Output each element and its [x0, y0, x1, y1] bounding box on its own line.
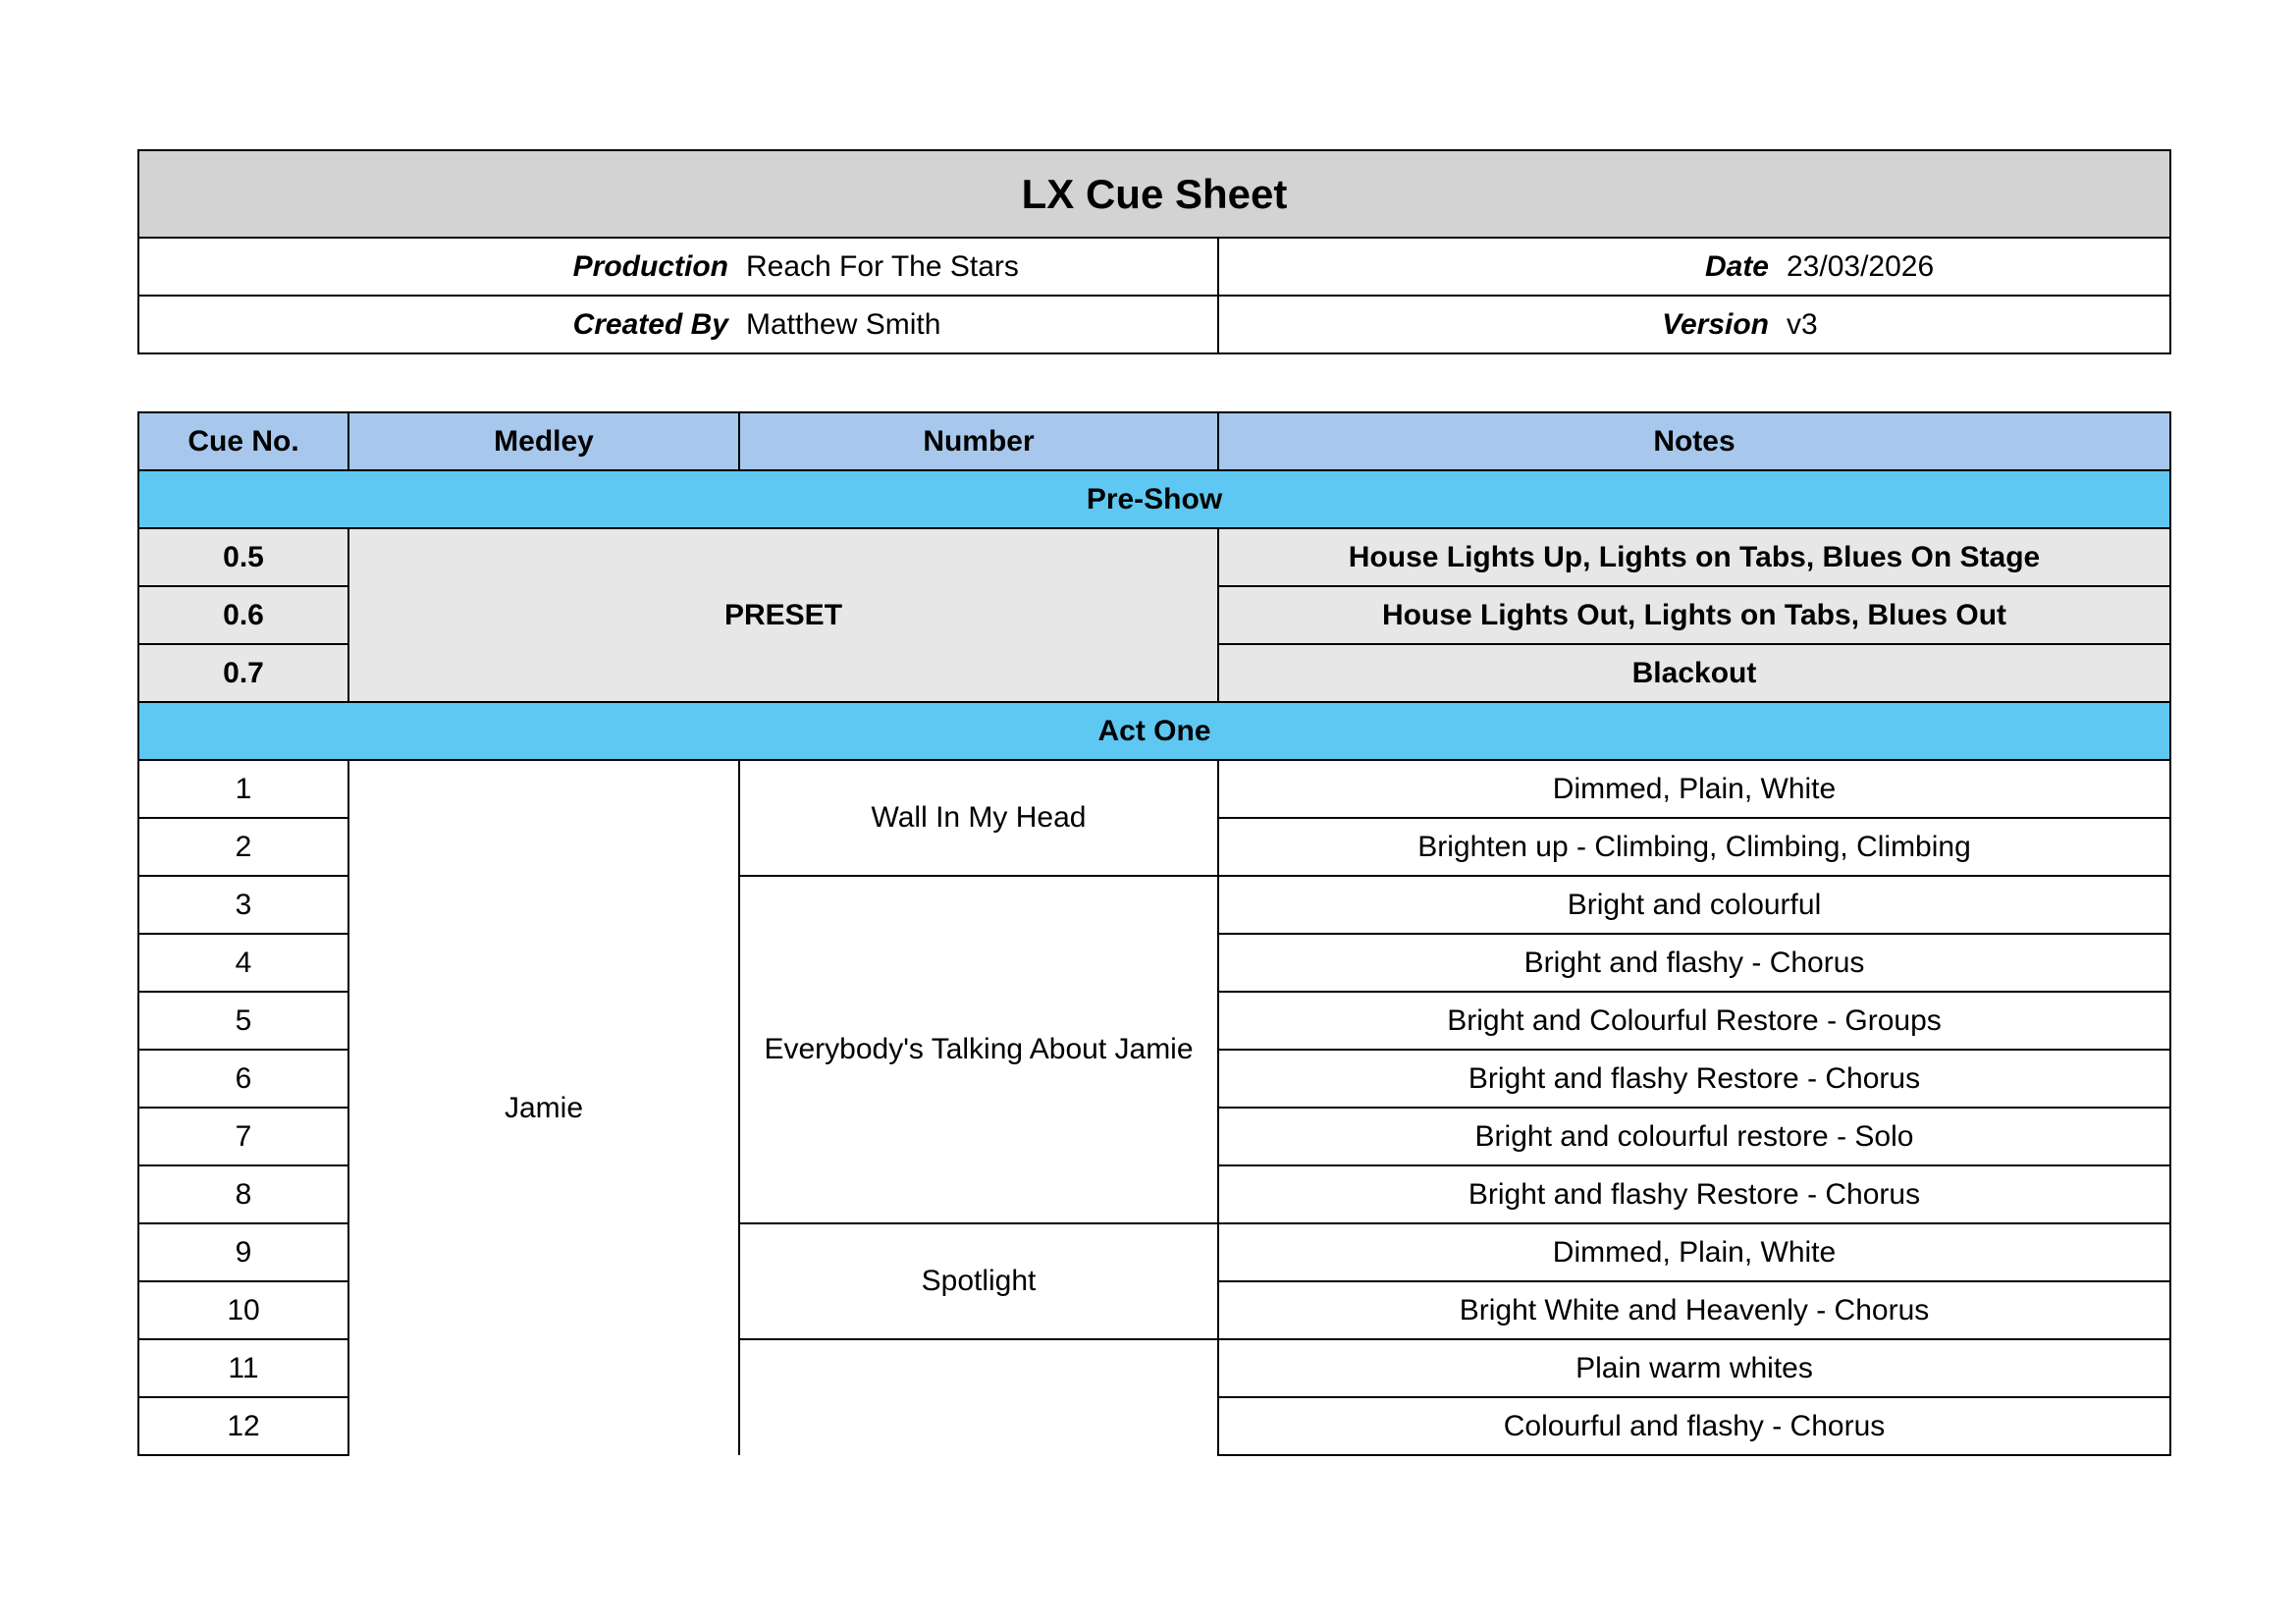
cue-notes: Bright and Colourful Restore - Groups [1218, 992, 2170, 1050]
section-pre-show: Pre-Show [138, 470, 2170, 528]
cue-number: 6 [138, 1050, 348, 1108]
cue-notes: Plain warm whites [1218, 1339, 2170, 1397]
version-value: v3 [1787, 307, 1818, 341]
number-cell: Everybody's Talking About Jamie [739, 876, 1218, 1223]
version-label: Version [1662, 307, 1769, 341]
production-value: Reach For The Stars [746, 249, 1019, 283]
cue-notes: Bright and flashy Restore - Chorus [1218, 1165, 2170, 1223]
version-cell [1218, 296, 2170, 353]
created-by-value: Matthew Smith [746, 307, 941, 341]
cue-notes: Dimmed, Plain, White [1218, 1223, 2170, 1281]
column-header-row [138, 412, 2170, 470]
header-table [137, 149, 2171, 354]
cue-notes: Dimmed, Plain, White [1218, 760, 2170, 818]
cue-number: 10 [138, 1281, 348, 1339]
cue-number: 2 [138, 818, 348, 876]
cue-notes: Bright White and Heavenly - Chorus [1218, 1281, 2170, 1339]
cue-number: 9 [138, 1223, 348, 1281]
date-value: 23/03/2026 [1787, 249, 1935, 283]
col-header-medley: Medley [348, 412, 739, 470]
col-header-notes: Notes [1218, 412, 2170, 470]
cue-number: 3 [138, 876, 348, 934]
cue-number: 8 [138, 1165, 348, 1223]
preset-label: PRESET [348, 528, 1218, 702]
number-cell [739, 1339, 1218, 1455]
cue-number: 5 [138, 992, 348, 1050]
section-act-one: Act One [138, 702, 2170, 760]
cue-notes: Colourful and flashy - Chorus [1218, 1397, 2170, 1455]
created-by-label: Created By [572, 307, 728, 341]
number-cell: Spotlight [739, 1223, 1218, 1339]
date-label: Date [1704, 249, 1769, 283]
cue-notes: Bright and flashy - Chorus [1218, 934, 2170, 992]
production-label: Production [572, 249, 728, 283]
cue-notes: House Lights Up, Lights on Tabs, Blues On Stage [1218, 528, 2170, 586]
cue-notes: Bright and flashy Restore - Chorus [1218, 1050, 2170, 1108]
table-row [138, 528, 2170, 586]
col-header-cue-no: Cue No. [138, 412, 348, 470]
col-header-number: Number [739, 412, 1218, 470]
number-cell: Wall In My Head [739, 760, 1218, 876]
cue-notes: Bright and colourful [1218, 876, 2170, 934]
cue-notes: House Lights Out, Lights on Tabs, Blues Out [1218, 586, 2170, 644]
medley-cell: Jamie [348, 760, 739, 1455]
cue-number: 0.7 [138, 644, 348, 702]
date-cell [1218, 238, 2170, 296]
cue-notes: Blackout [1218, 644, 2170, 702]
production-cell [138, 238, 1218, 296]
cue-notes: Bright and colourful restore - Solo [1218, 1108, 2170, 1165]
page-title: LX Cue Sheet [138, 150, 2170, 238]
cue-notes: Brighten up - Climbing, Climbing, Climbing [1218, 818, 2170, 876]
created-by-cell [138, 296, 1218, 353]
cue-number: 4 [138, 934, 348, 992]
cue-number: 12 [138, 1397, 348, 1455]
cue-number: 7 [138, 1108, 348, 1165]
cue-number: 1 [138, 760, 348, 818]
cue-table [137, 411, 2171, 1456]
table-row [138, 760, 2170, 818]
cue-number: 0.5 [138, 528, 348, 586]
cue-number: 0.6 [138, 586, 348, 644]
cue-number: 11 [138, 1339, 348, 1397]
